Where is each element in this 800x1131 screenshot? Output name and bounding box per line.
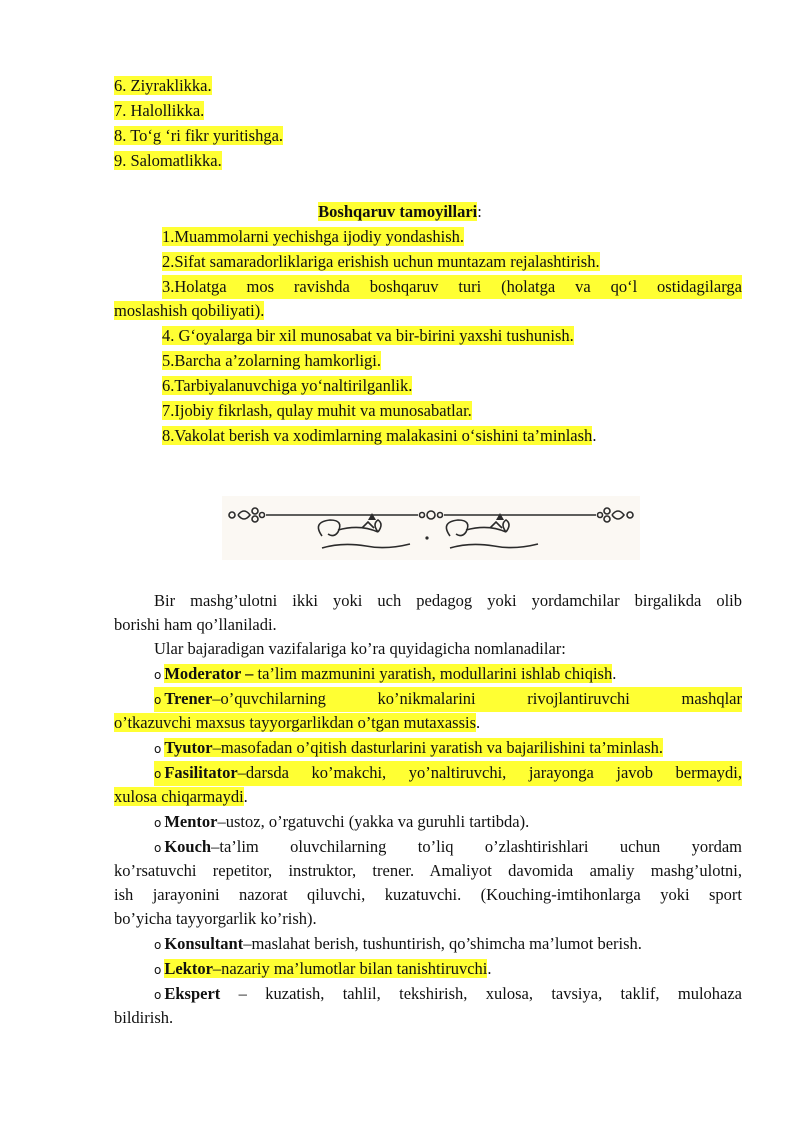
- role-kouch-continuation: bo’yicha tayyorgarlik ko’rish).: [114, 909, 317, 928]
- principle-item: 5.Barcha a’zolarning hamkorligi.: [162, 351, 382, 370]
- role-mentor: o Mentor–ustoz, o’rgatuvchi (yakka va guruhli tartibda).: [154, 812, 530, 831]
- intro-line: Bir mashg’ulotni ikki yoki uch pedagog yoki yordamchilar birgalikda olib: [154, 591, 742, 610]
- principle-item-continuation: moslashish qobiliyati).: [114, 301, 265, 320]
- bullet-icon: o: [154, 841, 162, 855]
- principle-item: 8.Vakolat berish va xodimlarning malakasini o‘sishini ta’minlash.: [162, 426, 597, 445]
- role-ekspert-continuation: bildirish.: [114, 1008, 174, 1027]
- role-ekspert: o Ekspert – kuzatish, tahlil, tekshirish, xulosa, tavsiya, taklif, mulohaza: [154, 984, 743, 1003]
- intro-line: borishi ham qo’llaniladi.: [114, 615, 277, 634]
- principle-item: 7.Ijobiy fikrlash, qulay muhit va munosabatlar.: [162, 401, 472, 420]
- list-item: 9. Salomatlikka.: [114, 151, 222, 170]
- principle-item: 1.Muammolarni yechishga ijodiy yondashish.: [162, 227, 465, 246]
- bullet-icon: o: [154, 767, 162, 781]
- intro-line: Ular bajaradigan vazifalariga ko’ra quyidagicha nomlanadilar:: [154, 639, 566, 658]
- role-kouch-continuation: ko’rsatuvchi repetitor, instruktor, trener. Amaliyot davomida amaliy mashg’ulotni,: [114, 861, 742, 880]
- role-lektor: o Lektor–nazariy ma’lumotlar bilan tanishtiruvchi.: [154, 959, 492, 978]
- bullet-icon: o: [154, 963, 162, 977]
- bullet-icon: o: [154, 938, 162, 952]
- principle-item: 4. G‘oyalarga bir xil munosabat va bir-birini yaxshi tushunish.: [162, 326, 574, 345]
- principle-item: 6.Tarbiyalanuvchiga yo‘naltirilganlik.: [162, 376, 413, 395]
- role-kouch-continuation: ish jarayonini nazorat qiluvchi, kuzatuvchi. (Kouching-imtihonlarga yoki sport: [114, 885, 742, 904]
- list-item: 7. Halollikka.: [114, 101, 205, 120]
- principle-item: 2.Sifat samaradorliklariga erishish uchun muntazam rejalashtirish.: [162, 252, 600, 271]
- bullet-icon: o: [154, 988, 162, 1002]
- role-fasilitator-continuation: xulosa chiqarmaydi.: [114, 787, 248, 806]
- list-item: 8. To‘g ‘ri fikr yuritishga.: [114, 126, 284, 145]
- role-trener: o Trener–o’quvchilarning ko’nikmalarini rivojlantiruvchi mashqlar: [154, 687, 742, 712]
- bullet-icon: o: [154, 693, 162, 707]
- role-kouch: o Kouch–ta’lim oluvchilarning to’liq o’zlashtirishlari uchun yordam: [154, 837, 742, 856]
- bullet-icon: o: [154, 742, 162, 756]
- ornament-divider: [222, 496, 640, 560]
- role-trener-continuation: o’tkazuvchi maxsus tayyorgarlikdan o’tgan mutaxassis.: [114, 713, 481, 732]
- role-fasilitator: o Fasilitator–darsda ko’makchi, yo’naltiruvchi, jarayonga javob bermaydi,: [154, 761, 742, 786]
- role-konsultant: o Konsultant–maslahat berish, tushuntirish, qo’shimcha ma’lumot berish.: [154, 934, 642, 953]
- principle-item: 3.Holatga mos ravishda boshqaruv turi (holatga va qo‘l ostidagilarga: [162, 275, 742, 299]
- section-heading: Boshqaruv tamoyillari:: [318, 202, 482, 221]
- bullet-icon: o: [154, 816, 162, 830]
- role-moderator: o Moderator – ta’lim mazmunini yaratish, modullarini ishlab chiqish.: [154, 664, 617, 683]
- ornament-divider-icon: [222, 496, 640, 560]
- bullet-icon: o: [154, 668, 162, 682]
- role-tyutor: o Tyutor–masofadan o’qitish dasturlarini yaratish va bajarilishini ta’minlash.: [154, 738, 664, 757]
- list-item: 6. Ziyraklikka.: [114, 76, 212, 95]
